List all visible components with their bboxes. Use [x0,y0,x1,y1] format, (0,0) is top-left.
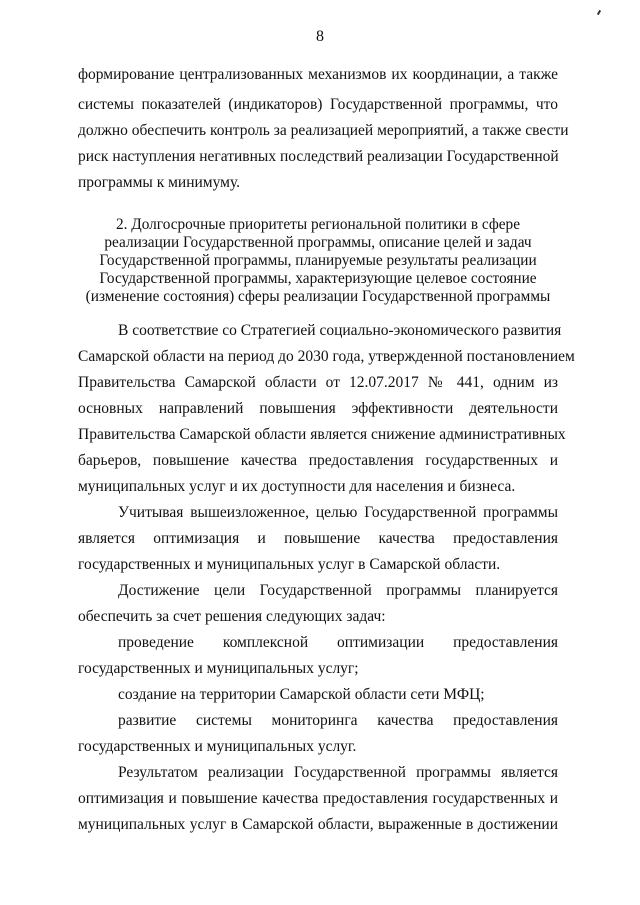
text-line: риск наступления негативных последствий реализации Государственной [78,148,559,165]
text-line: оптимизация и повышение качества предоставления государственных и [78,790,558,807]
text-line: муниципальных услуг в Самарской области, выраженные в достижении [78,816,558,833]
text-line: муниципальных услуг и их доступности для населения и бизнеса. [78,478,516,495]
text-line: государственных и муниципальных услуг. [78,738,357,755]
text-line: должно обеспечить контроль за реализацией мероприятий, а также свести [78,122,569,139]
text-line: программы к минимуму. [78,174,241,191]
heading-line: Государственной программы, планируемые результаты реализации [99,252,537,269]
text-line: Учитывая вышеизложенное, целью Государственной программы [118,504,558,521]
text-line: Правительства Самарской области от 12.07.2017 № 441, одним из [78,374,558,391]
text-line: формирование централизованных механизмов их координации, а также [78,66,558,83]
text-line: проведение комплексной оптимизации предоставления [118,634,558,651]
scan-mark [597,10,601,15]
text-line: государственных и муниципальных услуг в Самарской области. [78,556,501,573]
heading-line: 2. Долгосрочные приоритеты региональной политики в сфере [115,216,520,233]
text-line: основных направлений повышения эффективности деятельности [78,400,558,417]
text-line: барьеров, повышение качества предоставления государственных и [78,452,558,469]
heading-line: реализации Государственной программы, описание целей и задач [104,234,532,251]
text-line: системы показателей (индикаторов) Государственной программы, что [78,96,558,113]
heading-line: Государственной программы, характеризующие целевое состояние [99,270,537,287]
text-line: Правительства Самарской области является снижение административных [78,426,566,443]
text-line: В соответствие со Стратегией социально-экономического развития [118,322,562,339]
text-line: обеспечить за счет решения следующих задач: [78,608,386,625]
heading-line: (изменение состояния) сферы реализации Государственной программы [85,288,551,305]
text-line: создание на территории Самарской области сети МФЦ; [118,686,485,703]
text-line: Результатом реализации Государственной программы является [118,764,558,781]
text-line: государственных и муниципальных услуг; [78,660,359,677]
text-line: является оптимизация и повышение качества предоставления [78,530,558,547]
page-number: 8 [316,28,324,45]
text-line: Достижение цели Государственной программы планируется [118,582,558,599]
text-line: Самарской области на период до 2030 года, утвержденной постановлением [78,348,575,365]
text-line: развитие системы мониторинга качества предоставления [118,712,558,729]
